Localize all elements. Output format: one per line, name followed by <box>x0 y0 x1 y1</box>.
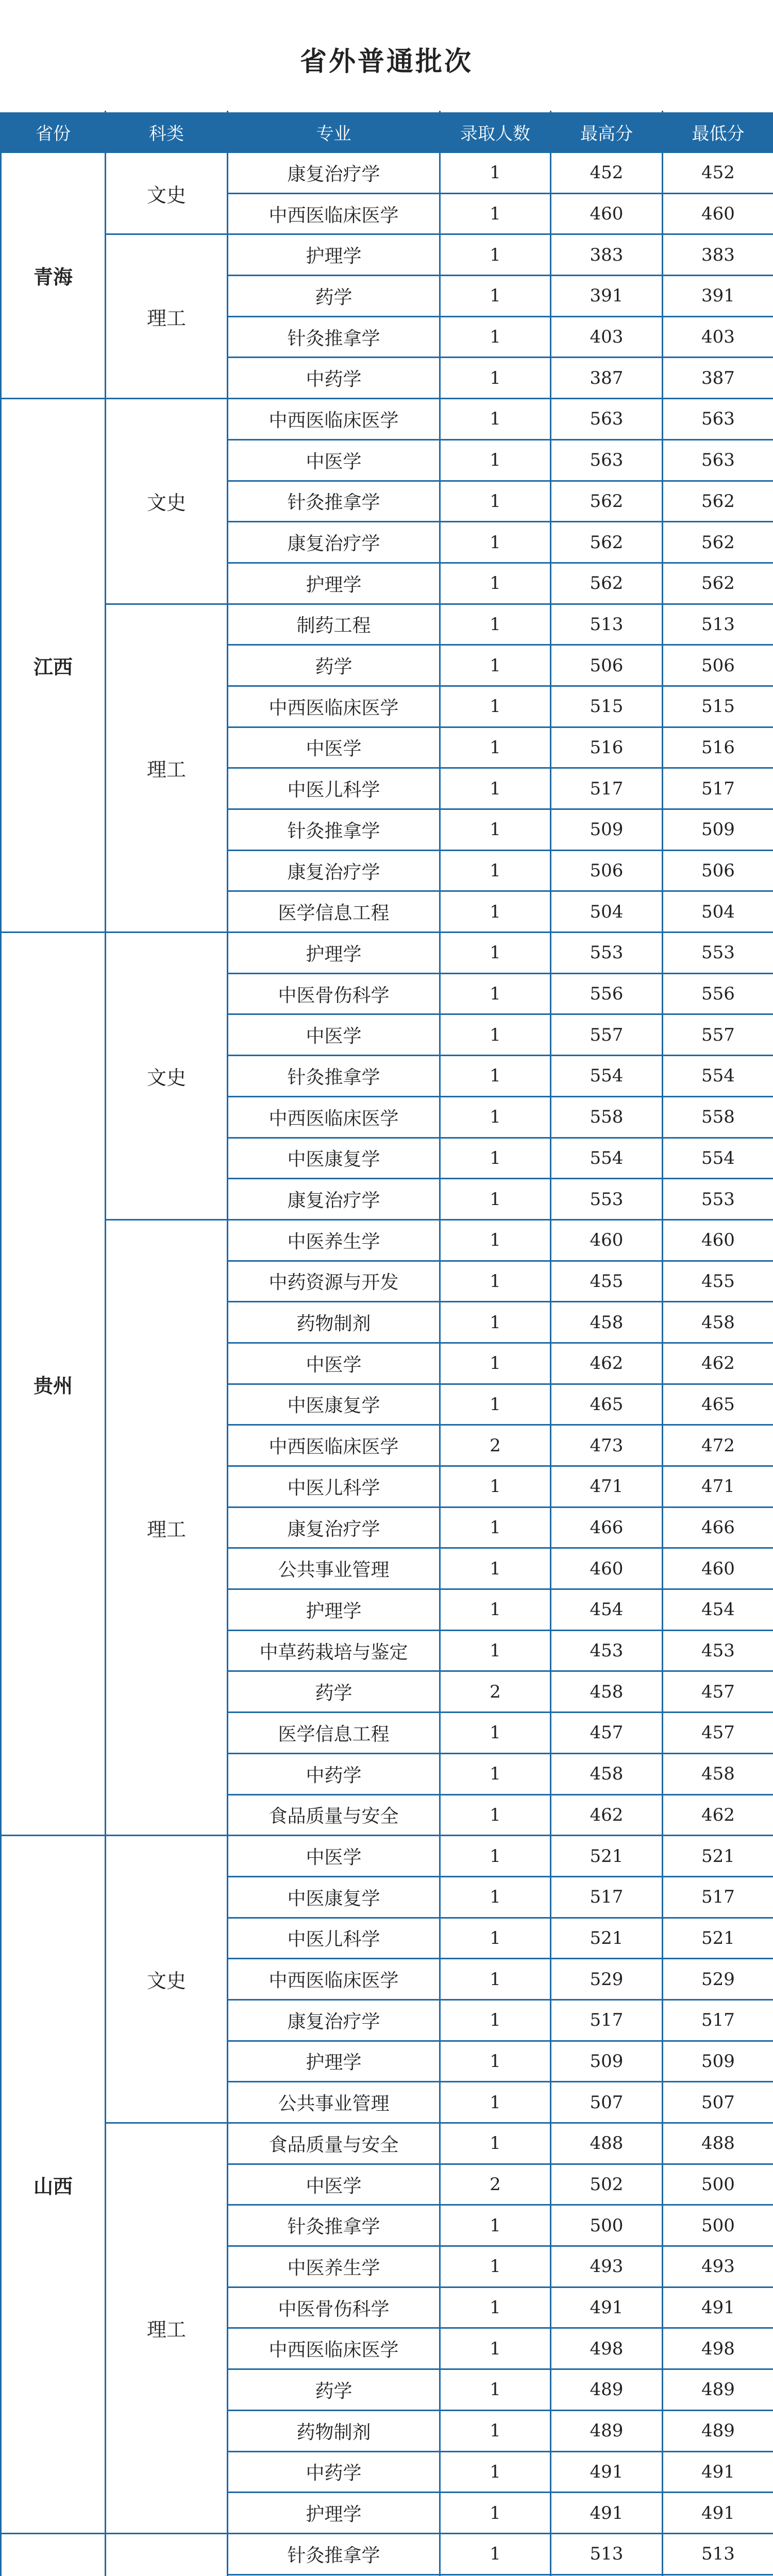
table-row <box>1 1836 773 1877</box>
max-score-cell: 498 <box>551 2328 663 2369</box>
min-score-cell: 460 <box>663 1219 773 1261</box>
table-row <box>1 234 773 276</box>
major-cell: 中医康复学 <box>228 1138 440 1179</box>
major-cell: 中西医临床医学 <box>228 1096 440 1138</box>
count-cell: 1 <box>440 439 551 481</box>
max-score-cell: 458 <box>551 1753 663 1794</box>
major-cell: 中西医临床医学 <box>228 1959 440 2000</box>
min-score-cell: 454 <box>663 1589 773 1631</box>
major-cell: 康复治疗学 <box>228 1179 440 1220</box>
table-row <box>1 604 773 645</box>
min-score-cell: 466 <box>663 1507 773 1548</box>
max-score-cell: 553 <box>551 933 663 974</box>
count-cell: 1 <box>440 645 551 686</box>
major-cell: 针灸推拿学 <box>228 1056 440 1097</box>
table-header-row <box>1 112 773 152</box>
min-score-cell: 491 <box>663 2287 773 2328</box>
min-score-cell: 493 <box>663 2246 773 2287</box>
category-cell: 文史 <box>106 399 228 604</box>
min-score-cell: 554 <box>663 1056 773 1097</box>
category-cell: 文史 <box>106 933 228 1220</box>
count-cell: 1 <box>440 727 551 768</box>
table-row <box>1 399 773 440</box>
count-cell: 1 <box>440 1302 551 1343</box>
major-cell: 护理学 <box>228 2041 440 2082</box>
major-cell: 针灸推拿学 <box>228 2205 440 2246</box>
table-row <box>1 152 773 194</box>
min-score-cell: 509 <box>663 2041 773 2082</box>
count-cell: 1 <box>440 234 551 276</box>
max-score-cell: 458 <box>551 1671 663 1713</box>
category-cell: 理工 <box>106 2123 228 2534</box>
min-score-cell: 489 <box>663 2369 773 2411</box>
major-cell: 药学 <box>228 276 440 317</box>
max-score-cell: 500 <box>551 2205 663 2246</box>
table-row <box>1 933 773 974</box>
count-cell: 1 <box>440 2246 551 2287</box>
max-score-cell: 457 <box>551 1713 663 1754</box>
min-score-cell: 452 <box>663 152 773 194</box>
count-cell: 1 <box>440 1507 551 1548</box>
max-score-cell: 473 <box>551 1425 663 1466</box>
count-cell: 1 <box>440 316 551 358</box>
min-score-cell: 465 <box>663 1384 773 1425</box>
min-score-cell: 513 <box>663 604 773 645</box>
major-cell: 针灸推拿学 <box>228 809 440 851</box>
major-cell: 中医学 <box>228 1014 440 1056</box>
major-cell: 中医骨伤科学 <box>228 2287 440 2328</box>
min-score-cell: 521 <box>663 1918 773 1959</box>
count-cell: 1 <box>440 1753 551 1794</box>
min-score-cell: 521 <box>663 1836 773 1877</box>
major-cell: 中医学 <box>228 439 440 481</box>
max-score-cell: 489 <box>551 2410 663 2451</box>
min-score-cell: 462 <box>663 1343 773 1384</box>
max-score-cell: 516 <box>551 727 663 768</box>
count-cell: 1 <box>440 193 551 234</box>
count-cell: 1 <box>440 2287 551 2328</box>
max-score-cell: 513 <box>551 2533 663 2574</box>
count-cell: 2 <box>440 1671 551 1713</box>
major-cell: 针灸推拿学 <box>228 316 440 358</box>
category-cell: 文史 <box>106 152 228 234</box>
max-score-cell: 454 <box>551 1589 663 1631</box>
major-cell: 中医养生学 <box>228 2246 440 2287</box>
min-score-cell: 457 <box>663 1713 773 1754</box>
min-score-cell: 562 <box>663 563 773 604</box>
major-cell: 药物制剂 <box>228 2410 440 2451</box>
max-score-cell: 455 <box>551 1261 663 1302</box>
max-score-cell: 453 <box>551 1630 663 1671</box>
max-score-cell: 507 <box>551 2082 663 2123</box>
count-cell: 1 <box>440 358 551 399</box>
min-score-cell: 506 <box>663 850 773 891</box>
count-cell: 1 <box>440 1999 551 2041</box>
major-cell: 中医学 <box>228 2164 440 2205</box>
count-cell: 1 <box>440 1918 551 1959</box>
major-cell: 食品质量与安全 <box>228 1794 440 1836</box>
min-score-cell: 517 <box>663 1876 773 1918</box>
major-cell: 针灸推拿学 <box>228 2533 440 2574</box>
count-cell: 2 <box>440 2164 551 2205</box>
major-cell: 中医儿科学 <box>228 1466 440 1507</box>
max-score-cell: 556 <box>551 973 663 1014</box>
count-cell: 1 <box>440 563 551 604</box>
min-score-cell: 553 <box>663 933 773 974</box>
max-score-cell: 563 <box>551 439 663 481</box>
major-cell: 康复治疗学 <box>228 1507 440 1548</box>
min-score-cell: 387 <box>663 358 773 399</box>
max-score-cell: 403 <box>551 316 663 358</box>
major-cell: 制药工程 <box>228 604 440 645</box>
major-cell: 药物制剂 <box>228 1302 440 1343</box>
major-cell: 中医康复学 <box>228 1384 440 1425</box>
province-cell <box>1 2533 106 2576</box>
min-score-cell: 563 <box>663 399 773 440</box>
major-cell: 中医学 <box>228 1343 440 1384</box>
major-cell: 中药资源与开发 <box>228 1261 440 1302</box>
major-cell: 康复治疗学 <box>228 1999 440 2041</box>
max-score-cell: 458 <box>551 1302 663 1343</box>
major-cell: 针灸推拿学 <box>228 481 440 522</box>
header-count: 录取人数 <box>440 112 551 152</box>
min-score-cell: 517 <box>663 1999 773 2041</box>
max-score-cell: 557 <box>551 1014 663 1056</box>
province-cell: 山西 <box>1 1836 106 2534</box>
header-major: 专业 <box>228 112 440 152</box>
category-cell <box>106 2533 228 2576</box>
count-cell: 1 <box>440 2082 551 2123</box>
major-cell: 中西医临床医学 <box>228 1425 440 1466</box>
min-score-cell: 554 <box>663 1138 773 1179</box>
max-score-cell: 383 <box>551 234 663 276</box>
count-cell: 1 <box>440 2533 551 2574</box>
min-score-cell: 460 <box>663 1548 773 1589</box>
major-cell: 医学信息工程 <box>228 1713 440 1754</box>
min-score-cell: 515 <box>663 686 773 727</box>
max-score-cell: 460 <box>551 1219 663 1261</box>
major-cell: 护理学 <box>228 1589 440 1631</box>
count-cell: 1 <box>440 1959 551 2000</box>
major-cell: 中西医临床医学 <box>228 399 440 440</box>
max-score-cell: 529 <box>551 1959 663 2000</box>
major-cell: 中药学 <box>228 2451 440 2493</box>
max-score-cell: 493 <box>551 2246 663 2287</box>
major-cell: 康复治疗学 <box>228 850 440 891</box>
max-score-cell: 517 <box>551 1999 663 2041</box>
major-cell: 中医儿科学 <box>228 768 440 809</box>
count-cell: 1 <box>440 1096 551 1138</box>
min-score-cell: 383 <box>663 234 773 276</box>
min-score-cell: 458 <box>663 1753 773 1794</box>
major-cell: 药学 <box>228 1671 440 1713</box>
count-cell: 1 <box>440 1794 551 1836</box>
count-cell: 1 <box>440 2205 551 2246</box>
max-score-cell: 460 <box>551 193 663 234</box>
min-score-cell: 506 <box>663 645 773 686</box>
major-cell: 中西医临床医学 <box>228 193 440 234</box>
count-cell: 1 <box>440 1343 551 1384</box>
major-cell: 医学信息工程 <box>228 891 440 933</box>
major-cell: 药学 <box>228 2369 440 2411</box>
max-score-cell: 562 <box>551 563 663 604</box>
max-score-cell: 391 <box>551 276 663 317</box>
max-score-cell: 387 <box>551 358 663 399</box>
count-cell: 1 <box>440 1713 551 1754</box>
category-cell: 理工 <box>106 604 228 933</box>
max-score-cell: 509 <box>551 2041 663 2082</box>
max-score-cell: 466 <box>551 1507 663 1548</box>
table-row <box>1 2123 773 2164</box>
count-cell: 1 <box>440 399 551 440</box>
max-score-cell: 563 <box>551 399 663 440</box>
min-score-cell: 556 <box>663 973 773 1014</box>
max-score-cell: 489 <box>551 2369 663 2411</box>
count-cell: 1 <box>440 1056 551 1097</box>
count-cell: 1 <box>440 1384 551 1425</box>
category-cell: 理工 <box>106 234 228 399</box>
count-cell: 1 <box>440 604 551 645</box>
category-cell: 理工 <box>106 1219 228 1835</box>
major-cell: 中医骨伤科学 <box>228 973 440 1014</box>
max-score-cell: 521 <box>551 1836 663 1877</box>
max-score-cell: 553 <box>551 1179 663 1220</box>
count-cell: 1 <box>440 2123 551 2164</box>
min-score-cell: 455 <box>663 1261 773 1302</box>
min-score-cell: 504 <box>663 891 773 933</box>
count-cell: 1 <box>440 1138 551 1179</box>
table-row <box>1 2533 773 2574</box>
min-score-cell: 500 <box>663 2205 773 2246</box>
max-score-cell: 515 <box>551 686 663 727</box>
max-score-cell: 491 <box>551 2493 663 2534</box>
min-score-cell: 403 <box>663 316 773 358</box>
max-score-cell: 491 <box>551 2287 663 2328</box>
category-cell: 文史 <box>106 1836 228 2123</box>
min-score-cell: 529 <box>663 1959 773 2000</box>
count-cell: 1 <box>440 522 551 563</box>
count-cell: 1 <box>440 1014 551 1056</box>
major-cell: 中医康复学 <box>228 1876 440 1918</box>
max-score-cell: 521 <box>551 1918 663 1959</box>
major-cell: 护理学 <box>228 563 440 604</box>
min-score-cell: 558 <box>663 1096 773 1138</box>
max-score-cell: 562 <box>551 522 663 563</box>
major-cell: 中西医临床医学 <box>228 2328 440 2369</box>
major-cell: 中草药栽培与鉴定 <box>228 1630 440 1671</box>
page-title: 省外普通批次 <box>299 46 473 77</box>
major-cell: 康复治疗学 <box>228 152 440 194</box>
count-cell: 1 <box>440 1261 551 1302</box>
count-cell: 1 <box>440 686 551 727</box>
max-score-cell: 517 <box>551 768 663 809</box>
major-cell: 中医儿科学 <box>228 1918 440 1959</box>
min-score-cell: 491 <box>663 2493 773 2534</box>
min-score-cell: 491 <box>663 2451 773 2493</box>
score-table <box>0 111 773 2576</box>
min-score-cell: 562 <box>663 522 773 563</box>
count-cell: 1 <box>440 1219 551 1261</box>
min-score-cell: 507 <box>663 2082 773 2123</box>
major-cell: 护理学 <box>228 2493 440 2534</box>
min-score-cell: 513 <box>663 2533 773 2574</box>
major-cell: 药学 <box>228 645 440 686</box>
min-score-cell: 500 <box>663 2164 773 2205</box>
max-score-cell: 513 <box>551 604 663 645</box>
max-score-cell: 502 <box>551 2164 663 2205</box>
major-cell: 中药学 <box>228 1753 440 1794</box>
max-score-cell: 506 <box>551 850 663 891</box>
max-score-cell: 462 <box>551 1794 663 1836</box>
header-min-score: 最低分 <box>663 112 773 152</box>
max-score-cell: 462 <box>551 1343 663 1384</box>
header-max-score: 最高分 <box>551 112 663 152</box>
count-cell: 1 <box>440 809 551 851</box>
count-cell: 1 <box>440 2493 551 2534</box>
min-score-cell: 509 <box>663 809 773 851</box>
header-category: 科类 <box>106 112 228 152</box>
count-cell: 1 <box>440 973 551 1014</box>
table-row <box>1 1219 773 1261</box>
major-cell: 康复治疗学 <box>228 522 440 563</box>
count-cell: 1 <box>440 1589 551 1631</box>
count-cell: 1 <box>440 2328 551 2369</box>
count-cell: 1 <box>440 2451 551 2493</box>
min-score-cell: 563 <box>663 439 773 481</box>
max-score-cell: 504 <box>551 891 663 933</box>
max-score-cell: 460 <box>551 1548 663 1589</box>
major-cell: 公共事业管理 <box>228 1548 440 1589</box>
max-score-cell: 465 <box>551 1384 663 1425</box>
major-cell: 中医学 <box>228 727 440 768</box>
header-province: 省份 <box>1 112 106 152</box>
count-cell: 1 <box>440 933 551 974</box>
count-cell: 2 <box>440 1425 551 1466</box>
max-score-cell: 488 <box>551 2123 663 2164</box>
count-cell: 1 <box>440 152 551 194</box>
count-cell: 1 <box>440 1630 551 1671</box>
major-cell: 护理学 <box>228 933 440 974</box>
min-score-cell: 458 <box>663 1302 773 1343</box>
major-cell: 食品质量与安全 <box>228 2123 440 2164</box>
max-score-cell: 506 <box>551 645 663 686</box>
min-score-cell: 498 <box>663 2328 773 2369</box>
min-score-cell: 460 <box>663 193 773 234</box>
min-score-cell: 453 <box>663 1630 773 1671</box>
count-cell: 1 <box>440 1179 551 1220</box>
min-score-cell: 553 <box>663 1179 773 1220</box>
max-score-cell: 554 <box>551 1138 663 1179</box>
count-cell: 1 <box>440 1466 551 1507</box>
count-cell: 1 <box>440 1836 551 1877</box>
min-score-cell: 391 <box>663 276 773 317</box>
count-cell: 1 <box>440 1876 551 1918</box>
count-cell: 1 <box>440 2410 551 2451</box>
max-score-cell: 562 <box>551 481 663 522</box>
min-score-cell: 517 <box>663 768 773 809</box>
min-score-cell: 562 <box>663 481 773 522</box>
major-cell: 中西医临床医学 <box>228 686 440 727</box>
province-cell: 青海 <box>1 152 106 399</box>
count-cell: 1 <box>440 481 551 522</box>
min-score-cell: 462 <box>663 1794 773 1836</box>
count-cell: 1 <box>440 276 551 317</box>
major-cell: 公共事业管理 <box>228 2082 440 2123</box>
min-score-cell: 516 <box>663 727 773 768</box>
count-cell: 1 <box>440 1548 551 1589</box>
count-cell: 1 <box>440 768 551 809</box>
province-cell: 贵州 <box>1 933 106 1836</box>
min-score-cell: 457 <box>663 1671 773 1713</box>
max-score-cell: 471 <box>551 1466 663 1507</box>
count-cell: 1 <box>440 891 551 933</box>
major-cell: 中医养生学 <box>228 1219 440 1261</box>
max-score-cell: 452 <box>551 152 663 194</box>
max-score-cell: 509 <box>551 809 663 851</box>
min-score-cell: 472 <box>663 1425 773 1466</box>
max-score-cell: 554 <box>551 1056 663 1097</box>
max-score-cell: 558 <box>551 1096 663 1138</box>
province-cell: 江西 <box>1 399 106 933</box>
max-score-cell: 517 <box>551 1876 663 1918</box>
min-score-cell: 557 <box>663 1014 773 1056</box>
min-score-cell: 488 <box>663 2123 773 2164</box>
count-cell: 1 <box>440 2041 551 2082</box>
count-cell: 1 <box>440 850 551 891</box>
count-cell: 1 <box>440 2369 551 2411</box>
major-cell: 护理学 <box>228 234 440 276</box>
min-score-cell: 471 <box>663 1466 773 1507</box>
table-body <box>1 152 773 2576</box>
major-cell: 中医学 <box>228 1836 440 1877</box>
major-cell: 中药学 <box>228 358 440 399</box>
min-score-cell: 489 <box>663 2410 773 2451</box>
max-score-cell: 491 <box>551 2451 663 2493</box>
